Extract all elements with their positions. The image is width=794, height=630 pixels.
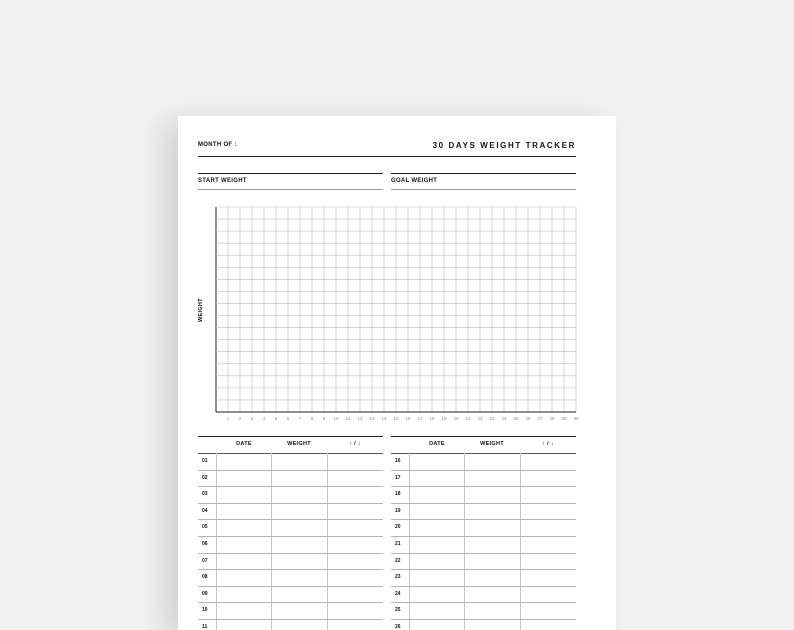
table-row-number: 10: [202, 607, 208, 614]
table-column-divider: [409, 453, 410, 630]
goal-weight-rule: [391, 189, 576, 190]
table-row-number: 16: [395, 458, 401, 464]
table-row-number: 19: [395, 507, 401, 514]
table-header-weight: WEIGHT: [480, 441, 504, 447]
table-row-number: 11: [202, 624, 208, 630]
x-tick-label: 14: [381, 416, 387, 421]
table-header-weight: WEIGHT: [287, 441, 311, 447]
goal-weight-label: GOAL WEIGHT: [391, 178, 438, 184]
x-tick-label: 12: [357, 416, 363, 421]
table-row-rule: [391, 569, 576, 570]
table-column-divider: [464, 453, 465, 630]
table-row-number: 24: [395, 590, 401, 597]
x-tick-label: 3: [250, 416, 254, 421]
table-row-number: 25: [395, 607, 401, 614]
header-rule: [198, 156, 576, 157]
x-tick-label: 18: [429, 416, 435, 421]
table-row-rule: [198, 470, 383, 471]
table-row-number: 01: [202, 458, 208, 464]
table-row-number: 06: [202, 541, 208, 547]
table-row-rule: [391, 619, 576, 620]
start-weight-rule: [198, 189, 383, 190]
x-tick-label: 22: [477, 416, 483, 421]
table-row-number: 05: [202, 524, 208, 531]
x-tick-label: 21: [465, 416, 471, 421]
table-row-rule: [198, 486, 383, 487]
table-row-number: 04: [202, 507, 208, 514]
x-tick-label: 4: [262, 416, 266, 421]
x-tick-label: 10: [333, 416, 339, 421]
weight-chart-grid: [214, 206, 577, 414]
table-header-date: DATE: [236, 441, 252, 447]
x-tick-label: 26: [525, 416, 531, 421]
planner-page: [178, 116, 616, 630]
table-row-rule: [198, 536, 383, 537]
x-tick-label: 11: [345, 416, 351, 421]
table-row-rule: [391, 586, 576, 587]
table-column-divider: [520, 453, 521, 630]
x-tick-label: 5: [274, 416, 278, 421]
table-row-number: 18: [395, 491, 401, 498]
table-row-number: 22: [395, 557, 401, 564]
goal-weight-top-rule: [391, 173, 576, 174]
x-tick-label: 9: [322, 416, 326, 421]
table-column-divider: [271, 453, 272, 630]
month-label: MONTH OF :: [198, 142, 237, 148]
table-row-rule: [198, 503, 383, 504]
table-row-number: 26: [395, 624, 401, 630]
start-weight-label: START WEIGHT: [198, 178, 247, 184]
x-tick-label: 1: [226, 416, 230, 421]
x-tick-label: 16: [405, 416, 411, 421]
table-row-number: 07: [202, 557, 208, 564]
table-row-number: 02: [202, 474, 208, 481]
table-header-change: ↑ / ↓: [542, 441, 554, 447]
table-row-number: 08: [202, 574, 208, 581]
table-header-change: ↑ / ↓: [349, 441, 361, 447]
table-row-rule: [391, 470, 576, 471]
chart-x-ticks: [178, 416, 616, 424]
table-row-rule: [198, 569, 383, 570]
x-tick-label: 20: [453, 416, 459, 421]
table-row-number: 17: [395, 474, 401, 481]
table-row-number: 03: [202, 491, 208, 498]
log-table-right: [391, 436, 576, 630]
table-header-rule: [198, 453, 383, 454]
table-column-divider: [216, 453, 217, 630]
table-row-rule: [391, 536, 576, 537]
page-title: 30 DAYS WEIGHT TRACKER: [432, 141, 576, 150]
table-top-rule: [391, 436, 576, 437]
table-row-rule: [391, 553, 576, 554]
x-tick-label: 17: [417, 416, 423, 421]
x-tick-label: 28: [549, 416, 555, 421]
x-tick-label: 30: [573, 416, 579, 421]
chart-y-label: WEIGHT: [198, 298, 204, 322]
table-header-rule: [391, 453, 576, 454]
x-tick-label: 29: [561, 416, 567, 421]
table-row-rule: [391, 486, 576, 487]
table-row-number: 09: [202, 590, 208, 597]
x-tick-label: 27: [537, 416, 543, 421]
x-tick-label: 8: [310, 416, 314, 421]
table-row-rule: [198, 602, 383, 603]
x-tick-label: 13: [369, 416, 375, 421]
table-row-rule: [198, 553, 383, 554]
table-header-date: DATE: [429, 441, 445, 447]
table-row-rule: [391, 519, 576, 520]
log-table-left: [198, 436, 383, 630]
table-row-number: 20: [395, 524, 401, 531]
table-row-rule: [391, 503, 576, 504]
x-tick-label: 24: [501, 416, 507, 421]
table-row-number: 23: [395, 574, 401, 581]
table-top-rule: [198, 436, 383, 437]
x-tick-label: 7: [298, 416, 302, 421]
table-row-rule: [391, 602, 576, 603]
table-row-rule: [198, 519, 383, 520]
x-tick-label: 6: [286, 416, 290, 421]
x-tick-label: 2: [238, 416, 242, 421]
x-tick-label: 15: [393, 416, 399, 421]
table-row-rule: [198, 586, 383, 587]
table-row-number: 21: [395, 541, 401, 547]
start-weight-top-rule: [198, 173, 383, 174]
x-tick-label: 19: [441, 416, 447, 421]
x-tick-label: 25: [513, 416, 519, 421]
x-tick-label: 23: [489, 416, 495, 421]
table-column-divider: [327, 453, 328, 630]
table-row-rule: [198, 619, 383, 620]
